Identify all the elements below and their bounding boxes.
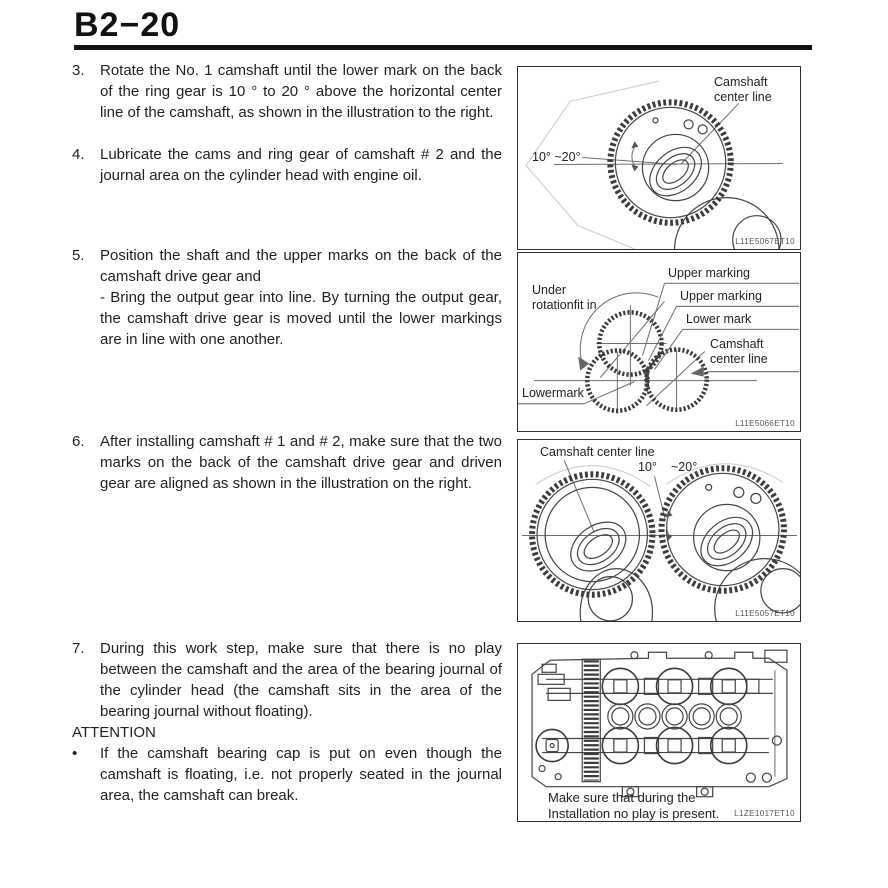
label-under-rotation: Under rotationfit in <box>532 283 597 312</box>
step-5-text: Position the shaft and the upper marks on the back of the camshaft drive gear and <box>100 247 502 285</box>
label-angle-range: 10° ~20° <box>532 150 581 164</box>
step-6-number: 6. <box>72 433 85 450</box>
attention-heading: ATTENTION <box>72 724 156 741</box>
step-7 <box>72 638 502 722</box>
step-4-text: Lubricate the cams and ring gear of camshaft # 2 and the journal area on the cylinder head with engine oil. <box>100 146 502 184</box>
step-3-text: Rotate the No. 1 camshaft until the lower mark on the back of the ring gear is 10 ° to 20 ° above the horizontal center line of the camshaft, as shown in the illustration to the right. <box>100 62 502 121</box>
step-6-text: After installing camshaft # 1 and # 2, make sure that the two marks on the back of the camshaft drive gear and driven gear are aligned as shown in the illustration on the right. <box>100 433 502 492</box>
step-5 <box>72 245 502 350</box>
step-3 <box>72 60 502 123</box>
figure-cylinder-head <box>517 643 801 822</box>
page-title: B2−20 <box>74 6 181 44</box>
attention-item <box>72 743 502 806</box>
label-camshaft-center-line: Camshaft center line <box>714 75 772 104</box>
step-7-number: 7. <box>72 640 85 657</box>
label-camshaft-center-line: Camshaft center line <box>540 445 655 459</box>
figure-code: L11E5067ET10 <box>735 237 795 246</box>
step-3-number: 3. <box>72 62 85 79</box>
title-underline <box>74 45 812 50</box>
label-upper-marking-2: Upper marking <box>680 289 762 303</box>
figure-caption: Make sure that during the Installation no play is present. <box>548 790 720 822</box>
label-upper-marking-1: Upper marking <box>668 266 750 280</box>
attention-text: If the camshaft bearing cap is put on even though the camshaft is floating, i.e. not properly seated in the journal area, the camshaft can break. <box>100 745 502 804</box>
step-6 <box>72 431 502 494</box>
label-angle-20: ~20° <box>671 460 698 474</box>
figure-code: L11E5057ET10 <box>735 609 795 618</box>
step-4-number: 4. <box>72 146 85 163</box>
attention-bullet: • <box>72 745 78 762</box>
aligned-gears-diagram <box>518 440 800 621</box>
step-4 <box>72 144 502 186</box>
step-5-subtext: - Bring the output gear into line. By turning the output gear, the camshaft drive gear is moved until the lower markings are in line with one another. <box>100 289 502 348</box>
step-7-text: During this work step, make sure that there is no play between the camshaft and the area of the bearing journal of the cylinder head (the camshaft sits in the area of the bearing journal without floating). <box>100 640 502 720</box>
label-angle-10: 10° <box>638 460 657 474</box>
step-5-number: 5. <box>72 247 85 264</box>
figure-code: L11E5066ET10 <box>735 419 795 428</box>
label-lowermark: Lowermark <box>522 386 584 400</box>
figure-gear-markings <box>517 252 801 432</box>
figure-camshaft-angle <box>517 66 801 250</box>
figure-code: L1ZE1017ET10 <box>734 809 795 818</box>
figure-aligned-gears <box>517 439 801 622</box>
label-camshaft-center-line: Camshaft center line <box>710 337 768 366</box>
label-lower-mark: Lower mark <box>686 312 752 326</box>
